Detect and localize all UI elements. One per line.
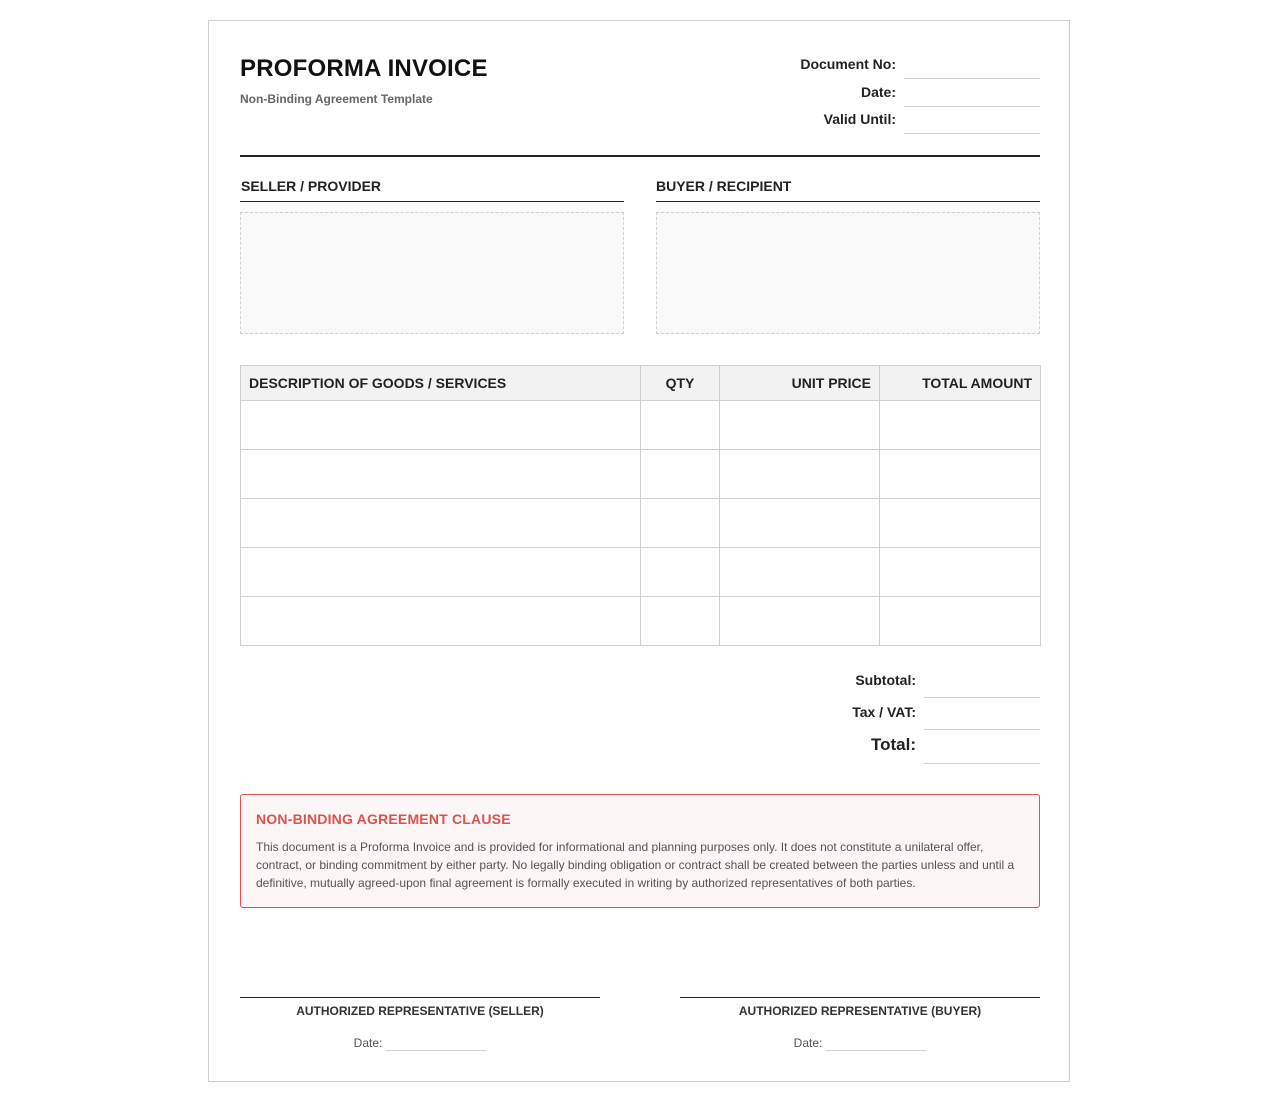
unit-price-cell[interactable] [720, 548, 880, 597]
date-label: Date: [860, 84, 896, 100]
total-field[interactable] [924, 747, 1040, 764]
total-amount-cell[interactable] [880, 597, 1041, 646]
items-table [240, 365, 1041, 646]
page-subtitle: Non-Binding Agreement Template [240, 92, 433, 106]
subtotal-label: Subtotal: [855, 672, 916, 688]
valid-until-field[interactable] [904, 133, 1040, 134]
unit-price-cell[interactable] [720, 597, 880, 646]
seller-signature-line[interactable] [240, 997, 600, 998]
total-amount-cell[interactable] [880, 499, 1041, 548]
column-header-description: DESCRIPTION OF GOODS / SERVICES [241, 366, 641, 401]
items-header-row [241, 366, 1041, 401]
description-cell[interactable] [241, 450, 641, 499]
document-no-field[interactable] [904, 78, 1040, 79]
total-amount-cell[interactable] [880, 450, 1041, 499]
seller-signature-label: AUTHORIZED REPRESENTATIVE (SELLER) [296, 1004, 544, 1018]
page-title: PROFORMA INVOICE [240, 55, 488, 82]
header-divider [240, 155, 1040, 157]
non-binding-clause-box [240, 794, 1040, 908]
seller-date-label: Date: [353, 1036, 383, 1050]
seller-divider [240, 201, 624, 202]
clause-text: This document is a Proforma Invoice and is provided for informational and planning purposes only. It does not constitute a unilateral offer, contract, or binding commitment by either party. No legally binding obligation or contract shall be created between the parties unless and until a definitive, mutually agreed-upon final agreement is formally executed in writing by authorized representatives of both parties. [256, 840, 1015, 890]
seller-details-box[interactable] [240, 212, 624, 334]
seller-title: SELLER / PROVIDER [241, 178, 382, 194]
total-amount-cell[interactable] [880, 401, 1041, 450]
date-row [769, 84, 1040, 110]
tax-label: Tax / VAT: [852, 704, 916, 720]
description-cell[interactable] [241, 548, 641, 597]
table-row [241, 597, 1041, 646]
document-no-label: Document No: [800, 56, 896, 72]
table-row [241, 450, 1041, 499]
buyer-signature-date [680, 1036, 1040, 1051]
qty-cell[interactable] [641, 499, 720, 548]
clause-title: NON-BINDING AGREEMENT CLAUSE [256, 811, 511, 827]
column-header-qty: QTY [641, 366, 720, 401]
column-header-total-amount: TOTAL AMOUNT [880, 366, 1041, 401]
document-no-row [769, 56, 1040, 82]
valid-until-row [769, 111, 1040, 137]
date-field[interactable] [904, 106, 1040, 107]
table-row [241, 401, 1041, 450]
unit-price-cell[interactable] [720, 499, 880, 548]
buyer-signature-label: AUTHORIZED REPRESENTATIVE (BUYER) [738, 1004, 982, 1018]
buyer-divider [656, 201, 1040, 202]
qty-cell[interactable] [641, 450, 720, 499]
buyer-details-box[interactable] [656, 212, 1040, 334]
buyer-title: BUYER / RECIPIENT [656, 178, 792, 194]
description-cell[interactable] [241, 499, 641, 548]
table-row [241, 499, 1041, 548]
total-label: Total: [870, 735, 916, 754]
qty-cell[interactable] [641, 401, 720, 450]
table-row [241, 548, 1041, 597]
buyer-signature-line[interactable] [680, 997, 1040, 998]
qty-cell[interactable] [641, 597, 720, 646]
column-header-unit-price: UNIT PRICE [720, 366, 880, 401]
buyer-date-label: Date: [793, 1036, 823, 1050]
valid-until-label: Valid Until: [823, 111, 896, 127]
invoice-page [208, 20, 1070, 1082]
description-cell[interactable] [241, 401, 641, 450]
qty-cell[interactable] [641, 548, 720, 597]
seller-date-field[interactable] [386, 1037, 486, 1051]
subtotal-field[interactable] [924, 682, 1040, 698]
unit-price-cell[interactable] [720, 401, 880, 450]
buyer-date-field[interactable] [826, 1037, 926, 1051]
total-amount-cell[interactable] [880, 548, 1041, 597]
seller-signature-date [240, 1036, 600, 1051]
tax-field[interactable] [924, 714, 1040, 730]
description-cell[interactable] [241, 597, 641, 646]
unit-price-cell[interactable] [720, 450, 880, 499]
